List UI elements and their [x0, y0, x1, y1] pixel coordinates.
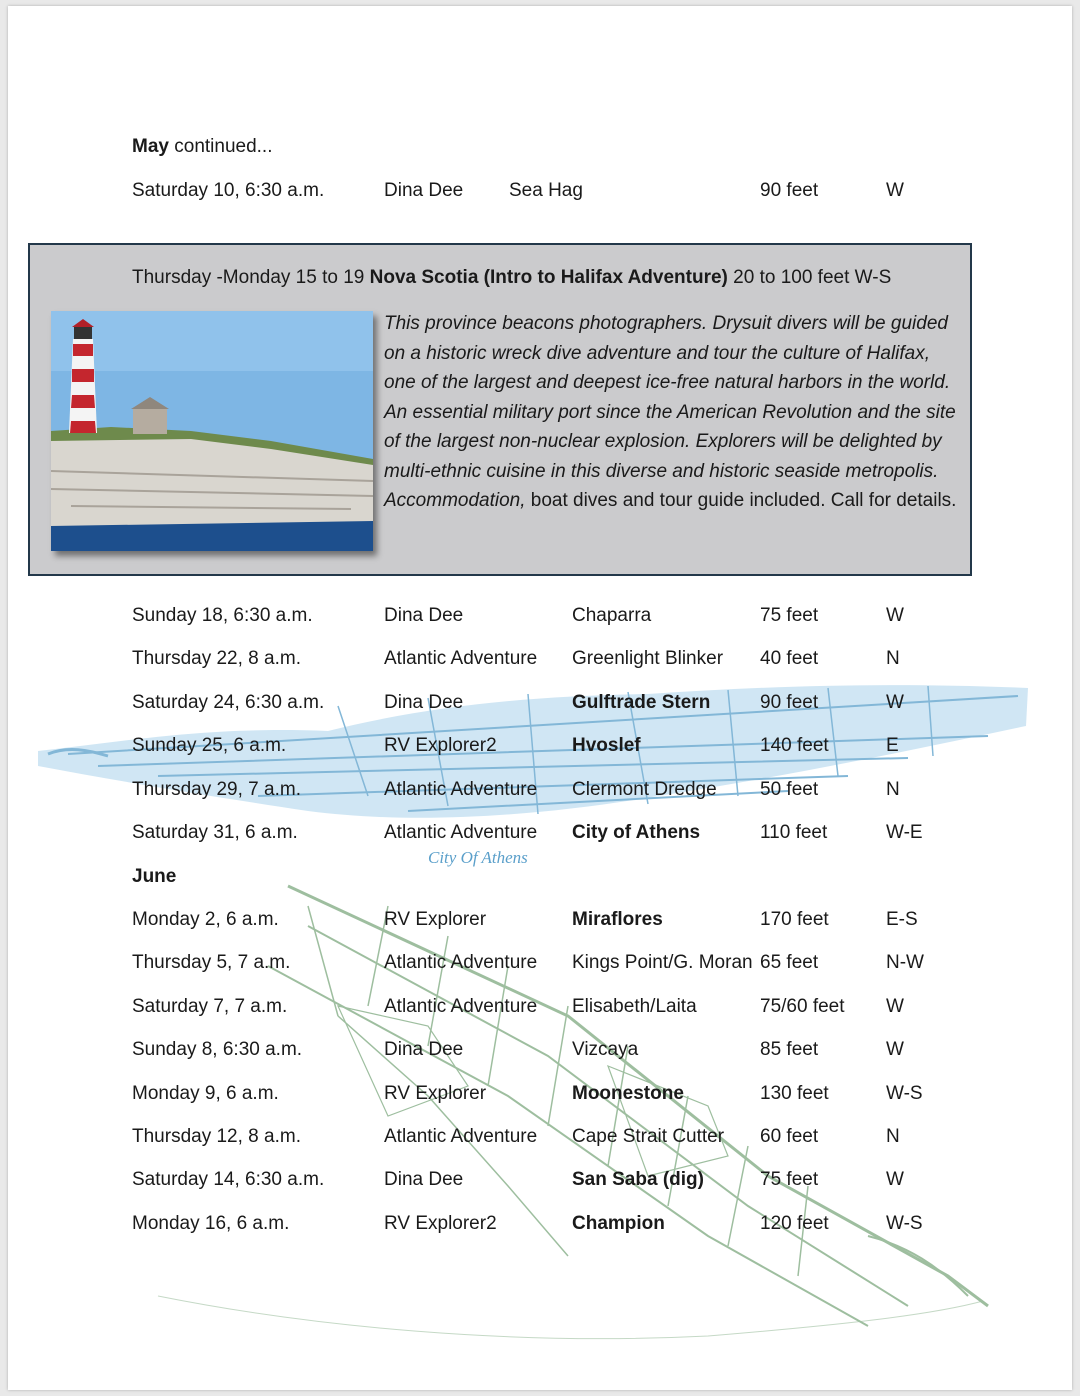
- date-cell: Monday 2, 6 a.m.: [132, 909, 279, 930]
- dive-site-cell: Kings Point/G. Moran: [572, 952, 753, 974]
- schedule-row: [8, 648, 1072, 678]
- direction-cell: W: [886, 1039, 904, 1061]
- document-page: [8, 6, 1072, 1390]
- lighthouse-icon: [51, 311, 373, 551]
- direction-cell: W-S: [886, 1082, 923, 1104]
- dive-site-cell: Greenlight Blinker: [572, 648, 724, 670]
- schedule-row: [8, 1126, 1072, 1156]
- depth-cell: 130 feet: [760, 1082, 829, 1104]
- dive-site-cell: Clermont Dredge: [572, 778, 717, 800]
- date-cell: Monday 16, 6 a.m.: [132, 1212, 290, 1234]
- nova-scotia-feature-box: [28, 243, 972, 576]
- schedule-row: [8, 1039, 1072, 1069]
- dive-site-cell: Hvoslef: [572, 735, 641, 757]
- boat-cell: Atlantic Adventure: [384, 1126, 538, 1147]
- depth-cell: 120 feet: [760, 1212, 829, 1234]
- date-cell: Sunday 18, 6:30 a.m.: [132, 605, 313, 626]
- date-cell: Monday 9, 6 a.m.: [132, 1082, 279, 1104]
- direction-cell: W-S: [886, 1212, 923, 1234]
- date-cell: Thursday 29, 7 a.m.: [132, 778, 301, 800]
- date-cell: Thursday 12, 8 a.m.: [132, 1126, 301, 1147]
- feature-description: This province beacons photographers. Drysuit divers will be guided on a historic wreck dive adventure and tour the culture of Halifax, one of the largest and deepest ice-free natural harbors in the world. An essential military port since the American Revolution and the site of the largest non-nuclear explosion. Explorers will be delighted by multi-ethnic cuisine in this diverse and historic seaside metropolis. Accommodation, boat dives and tour guide included. Call for details.: [384, 313, 957, 511]
- schedule-row: [8, 605, 1072, 635]
- schedule-row: [8, 909, 1072, 939]
- schedule-row: [8, 735, 1072, 765]
- boat-cell: Dina Dee: [384, 1039, 464, 1061]
- depth-cell: 60 feet: [760, 1126, 819, 1147]
- depth-cell: 75 feet: [760, 605, 819, 626]
- boat-cell: Atlantic Adventure: [384, 648, 538, 670]
- direction-cell: W: [886, 605, 904, 626]
- boat-cell: RV Explorer: [384, 1082, 487, 1104]
- boat-cell: RV Explorer2: [384, 735, 497, 757]
- schedule-row: [8, 1083, 1072, 1113]
- dive-site-cell: Champion: [572, 1212, 665, 1234]
- boat-cell: Dina Dee: [384, 691, 464, 713]
- dive-site-cell: Miraflores: [572, 909, 663, 930]
- may-continued-heading: May continued...: [132, 136, 273, 157]
- direction-cell: W-E: [886, 822, 923, 843]
- sketch-caption: City Of Athens: [428, 848, 528, 867]
- date-cell: Saturday 14, 6:30 a.m.: [132, 1169, 325, 1191]
- direction-cell: E-S: [886, 909, 918, 930]
- direction-cell: N-W: [886, 952, 924, 974]
- direction-cell: N: [886, 648, 900, 670]
- schedule-row: [8, 1213, 1072, 1243]
- direction-cell: W: [886, 691, 904, 713]
- date-cell: Saturday 24, 6:30 a.m.: [132, 691, 325, 713]
- depth-cell: 65 feet: [760, 952, 819, 974]
- direction-cell: W: [886, 1169, 904, 1191]
- depth-cell: 40 feet: [760, 648, 819, 670]
- depth-cell: 75/60 feet: [760, 995, 845, 1017]
- date-cell: Saturday 31, 6 a.m.: [132, 822, 298, 843]
- schedule-row: [8, 1169, 1072, 1199]
- june-heading: June: [132, 866, 177, 887]
- boat-cell: Atlantic Adventure: [384, 822, 538, 843]
- dive-site-cell: San Saba (dig): [572, 1169, 704, 1191]
- schedule-row: [8, 952, 1072, 982]
- boat-cell: Dina Dee: [384, 1169, 464, 1191]
- schedule-row: [8, 996, 1072, 1026]
- schedule-row: Saturday 10, 6:30 a.m. Dina Dee Sea Hag 90 feet W: [132, 180, 904, 201]
- depth-cell: 110 feet: [760, 822, 828, 843]
- depth-cell: 90 feet: [760, 691, 819, 713]
- depth-cell: 170 feet: [760, 909, 829, 930]
- dive-site-cell: Moonestone: [572, 1082, 684, 1104]
- boat-cell: Atlantic Adventure: [384, 778, 538, 800]
- direction-cell: N: [886, 778, 900, 800]
- feature-heading: Thursday -Monday 15 to 19 Nova Scotia (Intro to Halifax Adventure) 20 to 100 feet W-S: [132, 267, 892, 288]
- depth-cell: 50 feet: [760, 778, 819, 800]
- boat-cell: Atlantic Adventure: [384, 952, 538, 974]
- depth-cell: 85 feet: [760, 1039, 819, 1061]
- schedule-row: [8, 692, 1072, 722]
- dive-site-cell: Cape Strait Cutter: [572, 1126, 725, 1147]
- date-cell: Thursday 5, 7 a.m.: [132, 952, 291, 974]
- direction-cell: E: [886, 735, 899, 757]
- depth-cell: 75 feet: [760, 1169, 819, 1191]
- dive-site-cell: Elisabeth/Laita: [572, 995, 697, 1017]
- depth-cell: 140 feet: [760, 735, 829, 757]
- boat-cell: Atlantic Adventure: [384, 995, 538, 1017]
- schedule-row: [8, 779, 1072, 809]
- schedule-row: [8, 822, 1072, 852]
- dive-site-cell: Vizcaya: [572, 1039, 639, 1061]
- direction-cell: W: [886, 995, 904, 1017]
- boat-cell: RV Explorer2: [384, 1212, 497, 1234]
- direction-cell: N: [886, 1126, 900, 1147]
- boat-cell: Dina Dee: [384, 605, 464, 626]
- dive-site-cell: City of Athens: [572, 822, 701, 843]
- dive-site-cell: Gulftrade Stern: [572, 691, 711, 713]
- lighthouse-photo: [51, 311, 373, 551]
- date-cell: Saturday 7, 7 a.m.: [132, 995, 288, 1017]
- date-cell: Sunday 8, 6:30 a.m.: [132, 1039, 303, 1061]
- date-cell: Thursday 22, 8 a.m.: [132, 648, 301, 670]
- dive-site-cell: Chaparra: [572, 605, 652, 626]
- date-cell: Sunday 25, 6 a.m.: [132, 735, 287, 757]
- boat-cell: RV Explorer: [384, 909, 487, 930]
